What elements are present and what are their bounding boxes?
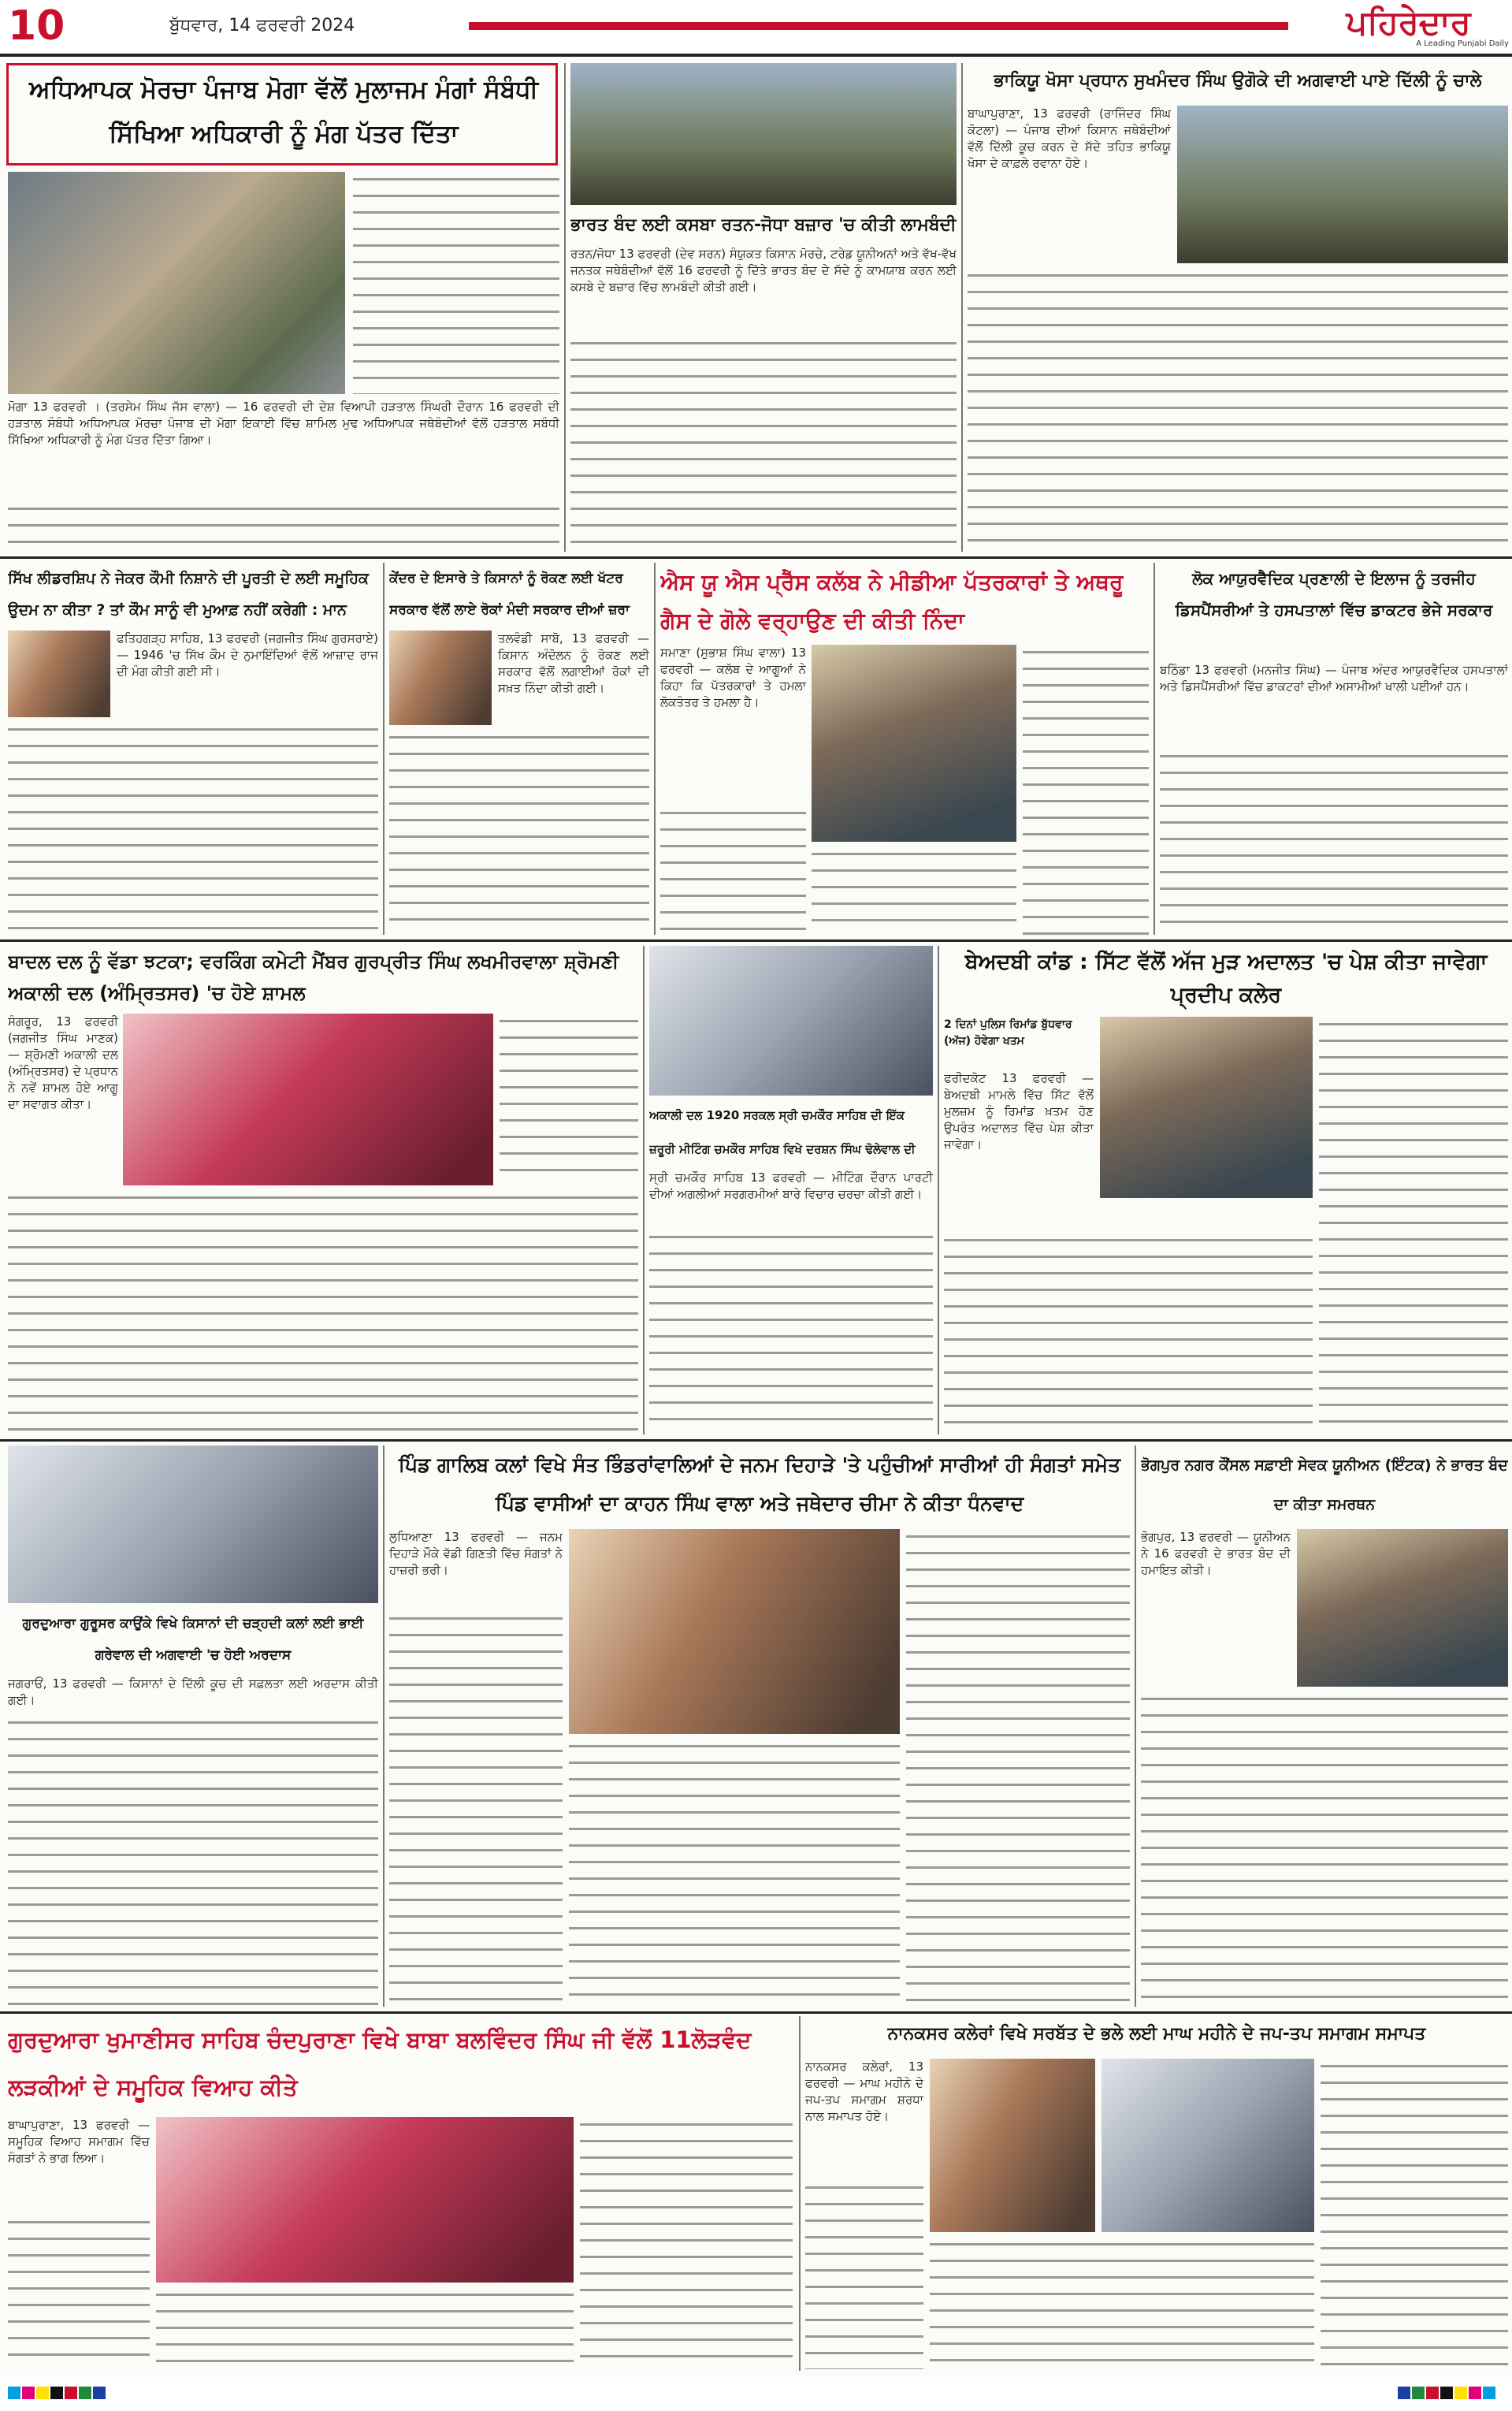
header-stripe: [469, 22, 1288, 30]
row-rule: [0, 1439, 1512, 1442]
story-14-lead: ਬਾਘਾਪੁਰਾਣਾ, 13 ਫਰਵਰੀ — ਸਮੂਹਿਕ ਵਿਆਹ ਸਮਾਗਮ ਵਿੱਚ ਸੰਗਤਾਂ ਨੇ ਭਾਗ ਲਿਆ।: [8, 2118, 150, 2165]
story-12-photo: [569, 1529, 900, 1734]
story-15-lead: ਨਾਨਕਸਰ ਕਲੇਰਾਂ, 13 ਫਰਵਰੀ — ਮਾਘ ਮਹੀਨੇ ਦੇ ਜਪ-ਤਪ ਸਮਾਗਮ ਸ਼ਰਧਾ ਨਾਲ ਸਮਾਪਤ ਹੋਏ।: [805, 2059, 923, 2123]
story-13-body: [1141, 1691, 1508, 2007]
date-line: ਬੁੱਧਵਾਰ, 14 ਫਰਵਰੀ 2024: [169, 16, 355, 35]
story-15-body-b: [930, 2237, 1314, 2369]
column-rule: [643, 946, 645, 1434]
story-12-body-b: [569, 1739, 900, 2007]
story-4-portrait: [8, 631, 110, 717]
story-15-headline: ਨਾਨਕਸਰ ਕਲੇਰਾਂ ਵਿਖੇ ਸਰਬੱਤ ਦੇ ਭਲੇ ਲਈ ਮਾਘ ਮਹੀਨੇ ਦੇ ਜਪ-ਤਪ ਸਮਾਗਮ ਸਮਾਪਤ: [887, 2024, 1426, 2044]
story-8-lead: ਸੰਗਰੂਰ, 13 ਫਰਵਰੀ (ਜਗਜੀਤ ਸਿੰਘ ਮਾਣਕ) — ਸ਼੍ਰੋਮਣੀ ਅਕਾਲੀ ਦਲ (ਅੰਮ੍ਰਿਤਸਰ) ਦੇ ਪ੍ਰਧਾਨ ਨੇ ਨਵੇਂ ਸ਼ਾਮਲ ਹੋਏ ਆਗੂ ਦਾ ਸਵਾਗਤ ਕੀਤਾ।: [8, 1014, 118, 1111]
story-13-lead: ਭੋਗਪੁਰ, 13 ਫਰਵਰੀ — ਯੂਨੀਅਨ ਨੇ 16 ਫਰਵਰੀ ਦੇ ਭਾਰਤ ਬੰਦ ਦੀ ਹਮਾਇਤ ਕੀਤੀ।: [1141, 1530, 1291, 1577]
story-12-body-c: [906, 1529, 1130, 2007]
story-14-body-c: [580, 2117, 793, 2369]
story-5-headline: ਕੇਂਦਰ ਦੇ ਇਸਾਰੇ ਤੇ ਕਿਸਾਨਾਂ ਨੂੰ ਰੋਕਣ ਲਈ ਖੱਟਰ ਸਰਕਾਰ ਵੱਲੋਂ ਲਾਏ ਰੋਕਾਂ ਮੰਦੀ ਸਰਕਾਰ ਦੀਆਂ ਜ਼ਰਾ: [389, 571, 630, 618]
story-10-body-a: [1319, 1017, 1508, 1434]
story-14-body-a: [8, 2215, 150, 2369]
column-rule: [1135, 1445, 1136, 2007]
story-12-headline: ਪਿੰਡ ਗਾਲਿਬ ਕਲਾਂ ਵਿਖੇ ਸੰਤ ਭਿੰਡਰਾਂਵਾਲਿਆਂ ਦੇ ਜਨਮ ਦਿਹਾੜੇ 'ਤੇ ਪਹੁੰਚੀਆਂ ਸਾਰੀਆਂ ਹੀ ਸੰਗਤਾਂ ਸਮੇਤ ਪਿੰਡ ਵਾਸੀਆਂ ਦਾ ਕਾਹਨ ਸਿੰਘ ਵਾਲਾ ਅਤੇ ਜਥੇਦਾਰ ਚੀਮਾ ਨੇ ਕੀਤਾ ਧੰਨਵਾਦ: [398, 1453, 1121, 1515]
story-6-photo: [812, 645, 1016, 842]
story-9-photo: [649, 946, 933, 1096]
story-7-headline: ਲੋਕ ਆਯੁਰਵੈਦਿਕ ਪ੍ਰਣਾਲੀ ਦੇ ਇਲਾਜ ਨੂੰ ਤਰਜੀਹ ਡਿਸਪੈਂਸਰੀਆਂ ਤੇ ਹਸਪਤਾਲਾਂ ਵਿੱਚ ਡਾਕਟਰ ਭੇਜੇ ਸਰਕਾਰ: [1175, 569, 1493, 619]
story-6-body-c: [812, 846, 1016, 935]
story-3-headline: ਭਾਕਿਯੂ ਖੋਸਾ ਪ੍ਰਧਾਨ ਸੁਖਮੰਦਰ ਸਿੰਘ ਉਗੋਕੇ ਦੀ ਅਗਵਾਈ ਪਾਏ ਦਿੱਲੀ ਨੂੰ ਚਾਲੇ: [994, 71, 1482, 91]
story-8-body: [8, 1190, 638, 1434]
column-rule: [383, 563, 385, 935]
story-14-headline: ਗੁਰਦੁਆਰਾ ਖੁਮਾਣੀਸਰ ਸਾਹਿਬ ਚੰਦਪੁਰਾਣਾ ਵਿਖੇ ਬਾਬਾ ਬਲਵਿੰਦਰ ਸਿੰਘ ਜੀ ਵੱਲੋਂ 11ਲੋੜਵੰਦ ਲੜਕੀਆਂ ਦੇ ਸਮੂਹਿਕ ਵਿਆਹ ਕੀਤੇ: [8, 2026, 752, 2100]
story-10-photo: [1100, 1017, 1313, 1198]
page-number: 10: [8, 2, 65, 50]
story-10-lead: ਫਰੀਦਕੋਟ 13 ਫਰਵਰੀ — ਬੇਅਦਬੀ ਮਾਮਲੇ ਵਿੱਚ ਸਿੱਟ ਵੱਲੋਂ ਮੁਲਜ਼ਮ ਨੂੰ ਰਿਮਾਂਡ ਖ਼ਤਮ ਹੋਣ ਉਪਰੰਤ ਅਦਾਲਤ ਵਿੱਚ ਪੇਸ਼ ਕੀਤਾ ਜਾਵੇਗਾ।: [944, 1071, 1094, 1152]
column-rule: [654, 563, 656, 935]
column-rule: [938, 946, 939, 1434]
story-8-photo: [123, 1014, 493, 1185]
story-2-body: [570, 336, 957, 552]
story-13-headline: ਭੋਗਪੁਰ ਨਗਰ ਕੌਂਸਲ ਸਫ਼ਾਈ ਸੇਵਕ ਯੂਨੀਅਨ (ਇੰਟਕ) ਨੇ ਭਾਰਤ ਬੰਦ ਦਾ ਕੀਤਾ ਸਮਰਥਨ: [1141, 1457, 1508, 1513]
story-13-photo: [1297, 1529, 1508, 1687]
story-15-photo-2: [1101, 2059, 1314, 2232]
column-rule: [799, 2016, 801, 2371]
story-8-body-a: [500, 1014, 638, 1185]
story-1-lead: ਮੋਗਾ 13 ਫਰਵਰੀ । (ਤਰਸੇਮ ਸਿੰਘ ਜੱਸ ਵਾਲਾ) — 16 ਫਰਵਰੀ ਦੀ ਦੇਸ਼ ਵਿਆਪੀ ਹੜਤਾਲ ਸਿੰਘਰੀ ਦੌਰਾਨ 16 ਫਰਵਰੀ ਦੀ ਹੜਤਾਲ ਸੰਬੰਧੀ ਅਧਿਆਪਕ ਮੋਰਚਾ ਪੰਜਾਬ ਦੀ ਮੋਗਾ ਇਕਾਈ ਵਿੱਚ ਸ਼ਾਮਿਲ ਮੁਢ ਅਧਿਆਪਕ ਜਥੇਬੰਦੀਆਂ ਵੱਲੋਂ ਹੜਤਾਲ ਸਬੰਧੀ ਸਿੱਖਿਆ ਅਧਿਕਾਰੀ ਨੂੰ ਮੰਗ ਪੱਤਰ ਦਿੱਤਾ ਗਿਆ।: [8, 400, 559, 447]
column-rule: [383, 1445, 385, 2007]
story-2-headline: ਭਾਰਤ ਬੰਦ ਲਈ ਕਸਬਾ ਰਤਨ-ਜੋਧਾ ਬਜ਼ਾਰ 'ਚ ਕੀਤੀ ਲਾਮਬੰਦੀ: [570, 215, 957, 235]
story-9-headline: ਅਕਾਲੀ ਦਲ 1920 ਸਰਕਲ ਸ੍ਰੀ ਚਮਕੌਰ ਸਾਹਿਬ ਦੀ ਇੱਕ ਜ਼ਰੂਰੀ ਮੀਟਿੰਗ ਚਮਕੌਰ ਸਾਹਿਬ ਵਿਖੇ ਦਰਸ਼ਨ ਸਿੰਘ ਢੋਲੇਵਾਲ ਦੀ: [649, 1108, 916, 1156]
page-header: [0, 0, 1512, 52]
story-6-headline: ਐਸ ਯੂ ਐਸ ਪ੍ਰੈੱਸ ਕਲੱਬ ਨੇ ਮੀਡੀਆ ਪੱਤਰਕਾਰਾਂ ਤੇ ਅਥਰੂ ਗੈਸ ਦੇ ਗੋਲੇ ਵਰ੍ਹਾਉਣ ਦੀ ਕੀਤੀ ਨਿੰਦਾ: [660, 569, 1124, 634]
story-4-body: [8, 722, 378, 935]
column-rule: [564, 63, 566, 552]
story-1-headline: ਅਧਿਆਪਕ ਮੋਰਚਾ ਪੰਜਾਬ ਮੋਗਾ ਵੱਲੋਂ ਮੁਲਾਜਮ ਮੰਗਾਂ ਸੰਬੰਧੀ ਸਿੱਖਿਆ ਅਧਿਕਾਰੀ ਨੂੰ ਮੰਗ ਪੱਤਰ ਦਿੱਤਾ: [28, 76, 539, 148]
color-swatches-right: [1182, 2387, 1497, 2402]
story-6-lead: ਸਮਾਣਾ (ਸੁਭਾਸ਼ ਸਿੰਘ ਵਾਲਾ) 13 ਫਰਵਰੀ — ਕਲੱਬ ਦੇ ਆਗੂਆਂ ਨੇ ਕਿਹਾ ਕਿ ਪੱਤਰਕਾਰਾਂ ਤੇ ਹਮਲਾ ਲੋਕਤੰਤਰ ਤੇ ਹਮਲਾ ਹੈ।: [660, 646, 806, 709]
story-4-headline: ਸਿੱਖ ਲੀਡਰਸ਼ਿਪ ਨੇ ਜੇਕਰ ਕੌਮੀ ਨਿਸ਼ਾਨੇ ਦੀ ਪੂਰਤੀ ਦੇ ਲਈ ਸਮੂਹਿਕ ਉਦਮ ਨਾ ਕੀਤਾ ? ਤਾਂ ਕੌਮ ਸਾਨੂੰ ਵੀ ਮੁਆਫ਼ ਨਹੀਂ ਕਰੇਗੀ : ਮਾਨ: [8, 570, 370, 619]
row-rule: [0, 939, 1512, 942]
story-5-body: [389, 730, 649, 935]
footer-registration-strip: [0, 2377, 1512, 2411]
story-2-photo: [570, 63, 957, 205]
story-5-lead: ਤਲਵੰਡੀ ਸਾਬੋ, 13 ਫਰਵਰੀ — ਕਿਸਾਨ ਅੰਦੋਲਨ ਨੂੰ ਰੋਕਣ ਲਈ ਸਰਕਾਰ ਵੱਲੋਂ ਲਗਾਈਆਂ ਰੋਕਾਂ ਦੀ ਸਖ਼ਤ ਨਿੰਦਾ ਕੀਤੀ ਗਈ।: [498, 631, 649, 695]
tagline: A Leading Punjabi Daily: [1416, 39, 1509, 48]
story-3-photo: [1177, 106, 1508, 263]
story-9-body: [649, 1230, 933, 1434]
story-9-lead: ਸ੍ਰੀ ਚਮਕੌਰ ਸਾਹਿਬ 13 ਫਰਵਰੀ — ਮੀਟਿੰਗ ਦੌਰਾਨ ਪਾਰਟੀ ਦੀਆਂ ਅਗਲੀਆਂ ਸਰਗਰਮੀਆਂ ਬਾਰੇ ਵਿਚਾਰ ਚਰਚਾ ਕੀਤੀ ਗਈ।: [649, 1170, 933, 1201]
story-6-body-a: [660, 806, 806, 935]
story-10-subhead: 2 ਦਿਨਾਂ ਪੁਲਿਸ ਰਿਮਾਂਡ ਬੁੱਧਵਾਰ (ਅੱਜ) ਹੋਵੇਗਾ ਖਤਮ: [944, 1018, 1072, 1047]
story-7-body: [1160, 749, 1508, 935]
story-14-body-b: [156, 2287, 574, 2369]
story-12-body-a: [389, 1611, 563, 2007]
color-swatches-left: [8, 2387, 292, 2402]
story-15-body-a: [805, 2180, 923, 2369]
masthead: ਪਹਿਰੇਦਾਰ: [1346, 3, 1471, 42]
story-14-photo: [156, 2117, 574, 2283]
story-3-body: [968, 268, 1508, 552]
story-15-body-c: [1321, 2059, 1508, 2369]
story-10-headline: ਬੇਅਦਬੀ ਕਾਂਡ : ਸਿੱਟ ਵੱਲੋਂ ਅੱਜ ਮੁੜ ਅਦਾਲਤ 'ਚ ਪੇਸ਼ ਕੀਤਾ ਜਾਵੇਗਾ ਪ੍ਰਦੀਪ ਕਲੇਰ: [964, 950, 1488, 1007]
story-5-portrait: [389, 631, 492, 725]
story-11-body: [8, 1715, 378, 2007]
story-3-lead: ਬਾਘਾਪੁਰਾਣਾ, 13 ਫਰਵਰੀ (ਰਾਜਿੰਦਰ ਸਿੰਘ ਕੋਟਲਾ) — ਪੰਜਾਬ ਦੀਆਂ ਕਿਸਾਨ ਜਥੇਬੰਦੀਆਂ ਵੱਲੋਂ ਦਿੱਲੀ ਕੂਚ ਕਰਨ ਦੇ ਸੱਦੇ ਤਹਿਤ ਭਾਕਿਯੂ ਖੋਸਾ ਦੇ ਕਾਫ਼ਲੇ ਰਵਾਨਾ ਹੋਏ।: [968, 106, 1171, 170]
row-rule: [0, 556, 1512, 559]
header-rule: [0, 54, 1512, 57]
story-15-photo-1: [930, 2059, 1095, 2232]
column-rule: [1154, 563, 1155, 935]
story-2-lead: ਰਤਨ/ਜੋਧਾ 13 ਫਰਵਰੀ (ਦੇਵ ਸਰਨ) ਸੰਯੁਕਤ ਕਿਸਾਨ ਮੋਰਚੇ, ਟਰੇਡ ਯੂਨੀਅਨਾਂ ਅਤੇ ਵੱਖ-ਵੱਖ ਜਨਤਕ ਜਥੇਬੰਦੀਆਂ ਵੱਲੋਂ 16 ਫਰਵਰੀ ਨੂੰ ਦਿੱਤੇ ਭਾਰਤ ਬੰਦ ਦੇ ਸੱਦੇ ਨੂੰ ਕਾਮਯਾਬ ਕਰਨ ਲਈ ਕਸਬੇ ਦੇ ਬਜ਼ਾਰ ਵਿੱਚ ਲਾਮਬੰਦੀ ਕੀਤੀ ਗਈ।: [570, 247, 957, 294]
story-7-lead: ਬਠਿੰਡਾ 13 ਫਰਵਰੀ (ਮਨਜੀਤ ਸਿੰਘ) — ਪੰਜਾਬ ਅੰਦਰ ਆਯੁਰਵੈਦਿਕ ਹਸਪਤਾਲਾਂ ਅਤੇ ਡਿਸਪੈਂਸਰੀਆਂ ਵਿੱਚ ਡਾਕਟਰਾਂ ਦੀਆਂ ਅਸਾਮੀਆਂ ਖਾਲੀ ਪਈਆਂ ਹਨ।: [1160, 663, 1508, 694]
story-11-headline: ਗੁਰਦੁਆਰਾ ਗੁਰੂਸਰ ਕਾਉਂਕੇ ਵਿਖੇ ਕਿਸਾਨਾਂ ਦੀ ਚੜ੍ਹਦੀ ਕਲਾਂ ਲਈ ਭਾਈ ਗਰੇਵਾਲ ਦੀ ਅਗਵਾਈ 'ਚ ਹੋਈ ਅਰਦਾਸ: [22, 1616, 364, 1663]
story-1-body-col-a: [353, 172, 559, 394]
column-rule: [961, 63, 963, 552]
story-11-lead: ਜਗਰਾਓਂ, 13 ਫਰਵਰੀ — ਕਿਸਾਨਾਂ ਦੇ ਦਿੱਲੀ ਕੂਚ ਦੀ ਸਫ਼ਲਤਾ ਲਈ ਅਰਦਾਸ ਕੀਤੀ ਗਈ।: [8, 1676, 378, 1707]
story-4-lead: ਫਤਿਹਗੜ੍ਹ ਸਾਹਿਬ, 13 ਫਰਵਰੀ (ਜਗਜੀਤ ਸਿੰਘ ਗੁਰਸਰਾਏ) — 1946 'ਚ ਸਿੱਖ ਕੌਮ ਦੇ ਨੁਮਾਇੰਦਿਆਂ ਵੱਲੋਂ ਆਜ਼ਾਦ ਰਾਜ ਦੀ ਮੰਗ ਕੀਤੀ ਗਈ ਸੀ।: [117, 631, 378, 679]
row-rule: [0, 2011, 1512, 2014]
story-1-photo: [8, 172, 345, 394]
story-11-photo: [8, 1445, 378, 1603]
story-10-body: [944, 1233, 1313, 1434]
story-8-headline: ਬਾਦਲ ਦਲ ਨੂੰ ਵੱਡਾ ਝਟਕਾ; ਵਰਕਿੰਗ ਕਮੇਟੀ ਮੈਂਬਰ ਗੁਰਪ੍ਰੀਤ ਸਿੰਘ ਲਖਮੀਰਵਾਲਾ ਸ਼੍ਰੋਮਣੀ ਅਕਾਲੀ ਦਲ (ਅੰਮ੍ਰਿਤਸਰ) 'ਚ ਹੋਏ ਸ਼ਾਮਲ: [8, 951, 619, 1004]
story-12-lead: ਲੁਧਿਆਣਾ 13 ਫਰਵਰੀ — ਜਨਮ ਦਿਹਾੜੇ ਮੌਕੇ ਵੱਡੀ ਗਿਣਤੀ ਵਿੱਚ ਸੰਗਤਾਂ ਨੇ ਹਾਜ਼ਰੀ ਭਰੀ।: [389, 1530, 563, 1577]
story-6-body-b: [1023, 645, 1149, 935]
story-1-body: [8, 501, 559, 553]
